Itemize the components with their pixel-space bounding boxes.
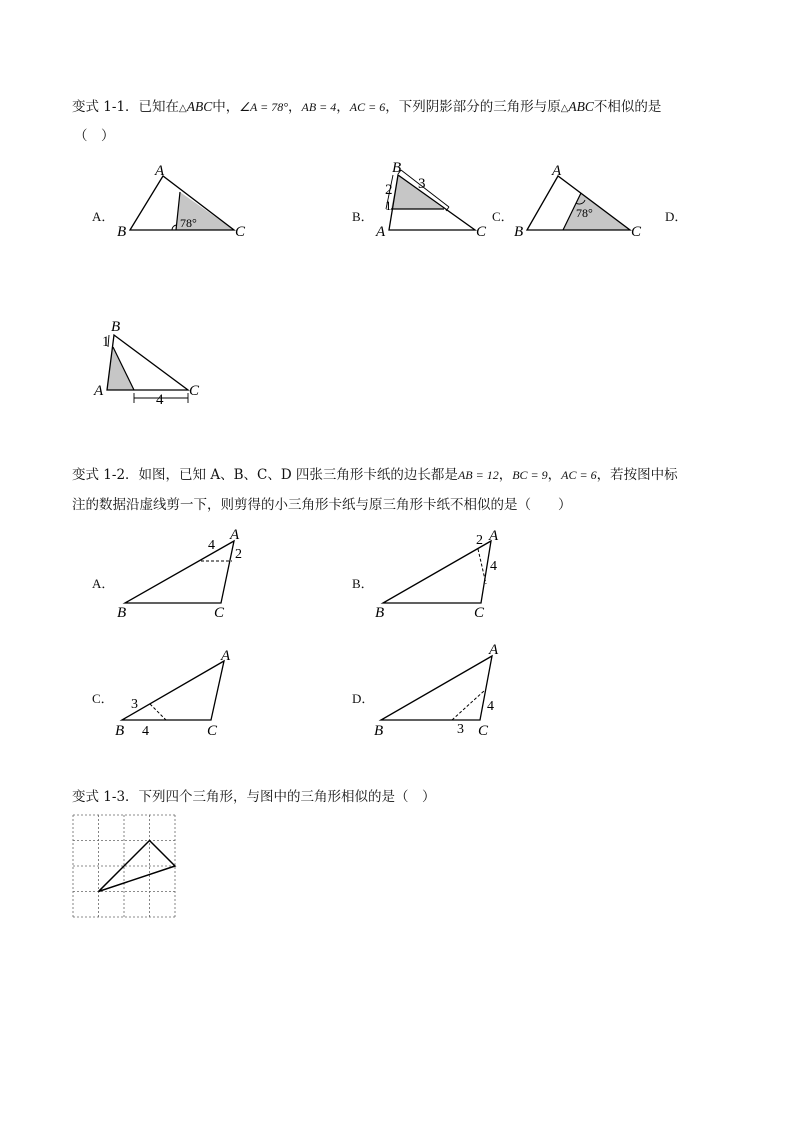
vertex-a: A bbox=[552, 163, 562, 179]
length-4: 4 bbox=[487, 699, 494, 714]
vertex-a: A bbox=[489, 642, 499, 658]
q1-answer-paren: （ ） bbox=[74, 128, 115, 144]
length-2: 2 bbox=[385, 182, 393, 198]
vertex-b: B bbox=[111, 319, 121, 335]
vertex-b: B bbox=[375, 605, 385, 621]
q2-option-c-label[interactable]: C． bbox=[92, 691, 114, 706]
vertex-a: A bbox=[94, 383, 104, 399]
length-4: 4 bbox=[142, 724, 149, 739]
vertex-a: A bbox=[230, 527, 240, 543]
vertex-a: A bbox=[376, 224, 386, 240]
q2-stem-line1: 变式 1-2．如图，已知 A、B、C、D 四张三角形卡纸的边长都是AB = 12，BC = 9，AC = 6，若按图中标 bbox=[72, 467, 678, 483]
vertex-b: B bbox=[392, 160, 402, 176]
length-3: 3 bbox=[457, 722, 464, 737]
vertex-a: A bbox=[155, 163, 165, 179]
q1-option-b-label[interactable]: B． bbox=[352, 209, 374, 224]
length-3: 3 bbox=[418, 176, 426, 192]
vertex-b: B bbox=[115, 723, 125, 739]
q2-option-b-label[interactable]: B． bbox=[352, 576, 374, 591]
vertex-c: C bbox=[207, 723, 218, 739]
vertex-b: B bbox=[117, 224, 127, 240]
q1-option-c-label[interactable]: C． bbox=[492, 209, 514, 224]
q3-stem: 变式 1-3．下列四个三角形，与图中的三角形相似的是（ ） bbox=[72, 789, 436, 805]
vertex-c: C bbox=[476, 224, 487, 240]
vertex-c: C bbox=[474, 605, 485, 621]
length-2: 2 bbox=[235, 547, 242, 562]
length-2: 2 bbox=[476, 533, 483, 548]
q2-option-a-label[interactable]: A． bbox=[92, 576, 115, 591]
length-4: 4 bbox=[208, 538, 215, 553]
q2-stem-line2: 注的数据沿虚线剪一下，则剪得的小三角形卡纸与原三角形卡纸不相似的是（ ） bbox=[72, 497, 572, 513]
vertex-c: C bbox=[235, 224, 246, 240]
vertex-c: C bbox=[631, 224, 642, 240]
length-4: 4 bbox=[490, 559, 497, 574]
vertex-c: C bbox=[478, 723, 489, 739]
angle-label: 78° bbox=[180, 216, 197, 230]
q1-option-d-label[interactable]: D． bbox=[665, 209, 688, 224]
vertex-b: B bbox=[514, 224, 524, 240]
length-4: 4 bbox=[156, 392, 164, 408]
q1-stem-line1: 变式 1-1．已知在△ABC中，∠A = 78°，AB = 4，AC = 6，下列阴影部分的三角形与原△ABC不相似的是 bbox=[72, 99, 662, 115]
q2-option-d-label[interactable]: D． bbox=[352, 691, 375, 706]
length-1: 1 bbox=[385, 198, 392, 213]
vertex-a: A bbox=[221, 648, 231, 664]
vertex-c: C bbox=[214, 605, 225, 621]
vertex-b: B bbox=[374, 723, 384, 739]
length-1: 1 bbox=[102, 334, 110, 350]
vertex-a: A bbox=[489, 528, 499, 544]
q1-option-a-label[interactable]: A． bbox=[92, 209, 115, 224]
length-3: 3 bbox=[131, 697, 138, 712]
angle-label: 78° bbox=[576, 206, 593, 220]
vertex-c: C bbox=[189, 383, 200, 399]
vertex-b: B bbox=[117, 605, 127, 621]
